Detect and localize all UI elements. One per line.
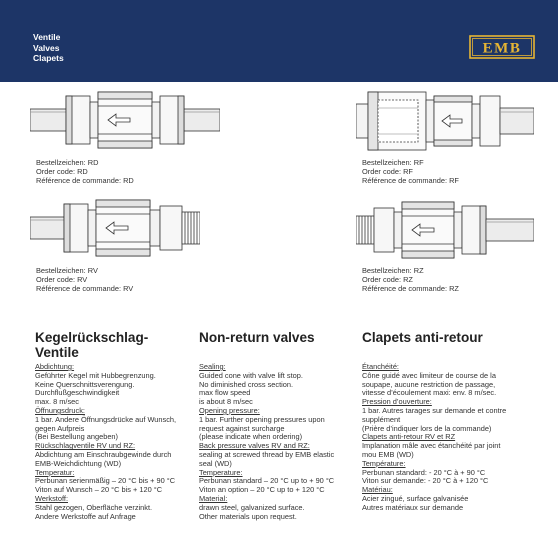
section-heading: Pression d’ouverture: bbox=[362, 397, 432, 407]
emb-logo bbox=[469, 35, 535, 59]
body-line: vitesse d’écoulement maxi: env. 8 m/sec. bbox=[362, 388, 497, 398]
body-line: Guided cone with valve lift stop. bbox=[199, 370, 303, 380]
body-line: EMB-Weichdichtung (WD) bbox=[35, 458, 122, 468]
section-heading: Sealing: bbox=[199, 362, 226, 371]
caption-rf bbox=[362, 158, 459, 186]
column-title-fr bbox=[362, 330, 483, 345]
section-heading: Werkstoff: bbox=[35, 493, 68, 503]
caption-rz-de: Bestellzeichen: RZ bbox=[362, 266, 424, 275]
column-body-en bbox=[199, 363, 334, 521]
body-line: max. 8 m/sec bbox=[35, 397, 79, 407]
valve-drawing-rf bbox=[356, 86, 534, 156]
section-heading: Étanchéité: bbox=[362, 362, 399, 371]
body-line: max flow speed bbox=[199, 388, 251, 398]
header-banner bbox=[0, 0, 558, 82]
body-line: 1 bar. Autres tarages sur demande et contre bbox=[362, 405, 507, 415]
section-heading: Matériau: bbox=[362, 485, 393, 495]
body-line: Geführter Kegel mit Hubbegrenzung. bbox=[35, 370, 156, 380]
body-line: gegen Aufpreis bbox=[35, 423, 85, 433]
column-title-fr-line1: Clapets anti-retour bbox=[362, 330, 483, 345]
body-line: Other materials upon request. bbox=[199, 511, 297, 521]
body-line: Durchflußgeschwindigkeit bbox=[35, 388, 120, 398]
section-heading: Öffnungsdruck: bbox=[35, 405, 85, 415]
body-line: Cône guidé avec limiteur de course de la bbox=[362, 370, 496, 380]
body-line: No diminished cross section. bbox=[199, 379, 294, 389]
body-line: (Prière d’indiquer lors de la commande) bbox=[362, 423, 492, 433]
caption-rv bbox=[36, 266, 133, 294]
section-heading: Clapets anti-retour RV et RZ bbox=[362, 432, 456, 442]
caption-rz-en: Order code: RZ bbox=[362, 275, 413, 285]
valve-drawing-rz bbox=[356, 198, 534, 262]
header-titles bbox=[33, 32, 64, 64]
body-line: (please indicate when ordering) bbox=[199, 432, 303, 442]
caption-rd-de: Bestellzeichen: RD bbox=[36, 158, 99, 167]
section-heading: Abdichtung: bbox=[35, 362, 75, 371]
body-line: Andere Werkstoffe auf Anfrage bbox=[35, 511, 136, 521]
body-line: drawn steel, galvanized surface. bbox=[199, 502, 305, 512]
body-line: supplément bbox=[362, 414, 401, 424]
caption-rd bbox=[36, 158, 134, 186]
column-title-de-line2: Ventile bbox=[35, 345, 79, 360]
body-line: Perbunan standard – 20 °C up to + 90 °C bbox=[199, 476, 335, 486]
body-line: Perbunan standard: - 20 °C à + 90 °C bbox=[362, 467, 486, 477]
body-line: Keine Querschnittsverengung. bbox=[35, 379, 135, 389]
body-line: sealing at screwed thread by EMB elastic bbox=[199, 449, 335, 459]
body-line: mou EMB (WD) bbox=[362, 449, 414, 459]
section-heading: Rückschlagventile RV und RZ: bbox=[35, 441, 136, 451]
body-line: Autres matériaux sur demande bbox=[362, 502, 464, 512]
body-line: Abdichtung am Einschraubgewinde durch bbox=[35, 449, 172, 459]
body-line: Implanation mâle avec étanchéité par joint bbox=[362, 441, 501, 451]
caption-rz bbox=[362, 266, 459, 294]
caption-rd-fr: Référence de commande: RD bbox=[36, 176, 134, 186]
title-fr: Clapets bbox=[33, 53, 64, 63]
section-heading: Temperatur: bbox=[35, 467, 75, 477]
body-line: Perbunan serienmäßig – 20 °C bis + 90 °C bbox=[35, 476, 176, 486]
caption-rf-de: Bestellzeichen: RF bbox=[362, 158, 424, 167]
title-de: Ventile bbox=[33, 32, 61, 42]
body-line: soupape, aucune restriction de passage, bbox=[362, 379, 496, 389]
caption-rv-en: Order code: RV bbox=[36, 275, 88, 285]
body-line: Acier zingué, surface galvanisée bbox=[362, 493, 469, 503]
body-line: Viton auf Wunsch – 20 °C bis + 120 °C bbox=[35, 485, 163, 495]
column-title-en-line1: Non-return valves bbox=[199, 330, 315, 345]
body-line: request against surcharge bbox=[199, 423, 285, 433]
column-title-en bbox=[199, 330, 315, 345]
logo-text: EMB bbox=[482, 40, 522, 57]
valve-drawing-rd bbox=[30, 88, 220, 156]
caption-rd-en: Order code: RD bbox=[36, 167, 88, 177]
valve-drawing-rv bbox=[30, 196, 200, 262]
body-line: Viton sur demande: - 20 °C à + 120 °C bbox=[362, 476, 489, 486]
body-line: is about 8 m/sec bbox=[199, 397, 253, 407]
body-line: 1 bar. Andere Öffnungsdrücke auf Wunsch, bbox=[35, 414, 177, 424]
column-body-fr bbox=[362, 363, 506, 513]
caption-rv-fr: Référence de commande: RV bbox=[36, 284, 134, 294]
section-heading: Material: bbox=[199, 493, 228, 503]
body-line: Stahl gezogen, Oberfläche verzinkt. bbox=[35, 502, 153, 512]
caption-rf-en: Order code: RF bbox=[362, 167, 413, 177]
body-line: (Bei Bestellung angeben) bbox=[35, 432, 118, 442]
column-body-de bbox=[35, 363, 176, 521]
section-heading: Température: bbox=[362, 458, 406, 468]
caption-rf-fr: Référence de commande: RF bbox=[362, 176, 459, 186]
body-line: Viton an option – 20 °C up to + 120 °C bbox=[199, 485, 325, 495]
section-heading: Opening pressure: bbox=[199, 405, 260, 415]
section-heading: Temperature: bbox=[199, 467, 243, 477]
caption-rz-fr: Référence de commande: RZ bbox=[362, 284, 459, 294]
caption-rv-de: Bestellzeichen: RV bbox=[36, 266, 98, 275]
body-line: 1 bar. Further opening pressures upon bbox=[199, 414, 325, 424]
title-en: Valves bbox=[33, 42, 60, 53]
column-title-de bbox=[35, 330, 148, 360]
section-heading: Back pressure valves RV and RZ: bbox=[199, 441, 310, 451]
column-title-de-line1: Kegelrückschlag- bbox=[35, 330, 149, 345]
body-line: seal (WD) bbox=[199, 458, 232, 468]
